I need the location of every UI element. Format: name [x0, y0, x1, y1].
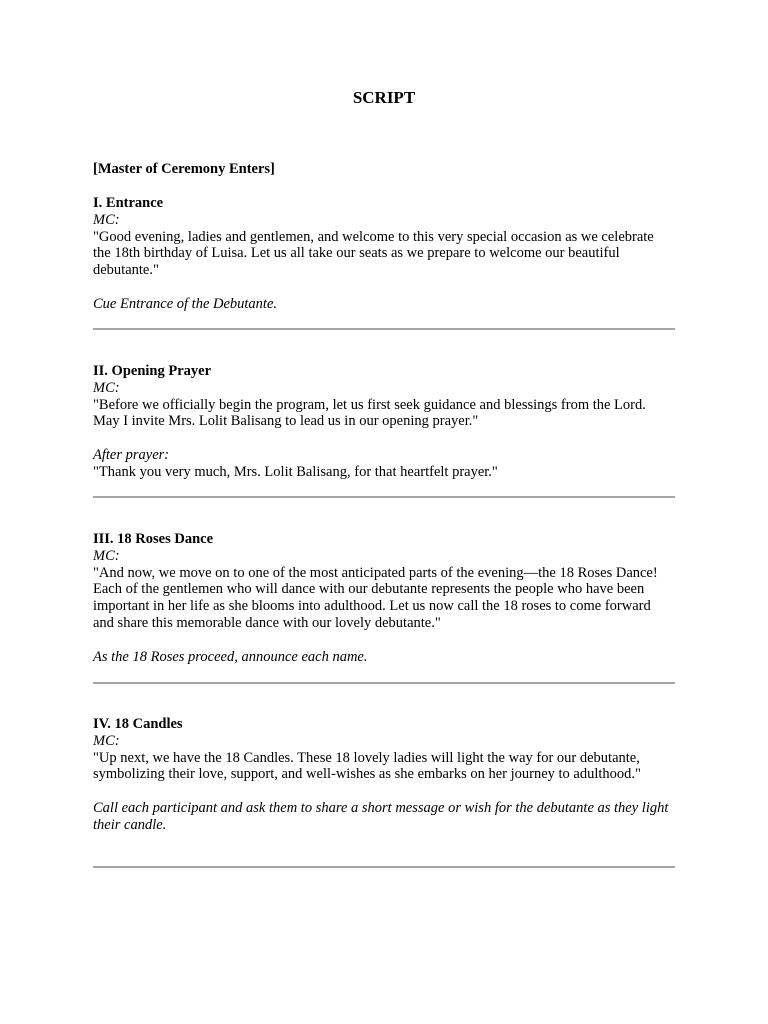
mc-line: "And now, we move on to one of the most anticipated parts of the evening—the 18 Roses Dance! Each of the gentlemen who will dance with our debutante represents the people who have been important in her life as she blooms into adulthood. Let us now call the 18 roses to come forward and share this memorable dance with our lovely debutante."	[93, 564, 658, 631]
intro-stage-direction: [Master of Ceremony Enters]	[93, 161, 275, 177]
section-divider	[93, 328, 675, 330]
section-divider	[93, 866, 675, 868]
mc-line: "Before we officially begin the program, let us first seek guidance and blessings from the Lord. May I invite Mrs. Lolit Balisang to lead us in our opening prayer."	[93, 396, 646, 430]
section-divider	[93, 682, 675, 684]
document-title: SCRIPT	[352, 88, 416, 107]
stage-cue: Cue Entrance of the Debutante.	[93, 295, 278, 312]
section-heading: II. Opening Prayer	[93, 363, 212, 379]
stage-cue: Call each participant and ask them to share a short message or wish for the debutante as they light their candle.	[93, 799, 669, 833]
section-opening-prayer	[93, 363, 675, 481]
mc-line: "Good evening, ladies and gentlemen, and welcome to this very special occasion as we celebrate the 18th birthday of Luisa. Let us all take our seats as we prepare to welcome our beautiful debutante."	[93, 228, 654, 279]
mc-followup-line: "Thank you very much, Mrs. Lolit Balisang, for that heartfelt prayer."	[93, 463, 498, 480]
section-divider	[93, 496, 675, 498]
speaker-label: MC:	[93, 211, 120, 228]
speaker-label: MC:	[93, 547, 120, 564]
stage-cue: As the 18 Roses proceed, announce each name.	[93, 648, 368, 665]
section-18-candles	[93, 716, 675, 834]
section-entrance	[93, 195, 675, 313]
section-heading: I. Entrance	[93, 195, 164, 211]
mc-line: "Up next, we have the 18 Candles. These 18 lovely ladies will light the way for our debutante, symbolizing their love, support, and well-wishes as she embarks on her journey to adulthood."	[93, 749, 641, 783]
speaker-label: MC:	[93, 732, 120, 749]
section-heading: IV. 18 Candles	[93, 716, 183, 732]
stage-cue: After prayer:	[93, 446, 170, 463]
section-heading: III. 18 Roses Dance	[93, 531, 214, 547]
section-18-roses	[93, 531, 675, 665]
speaker-label: MC:	[93, 379, 120, 396]
